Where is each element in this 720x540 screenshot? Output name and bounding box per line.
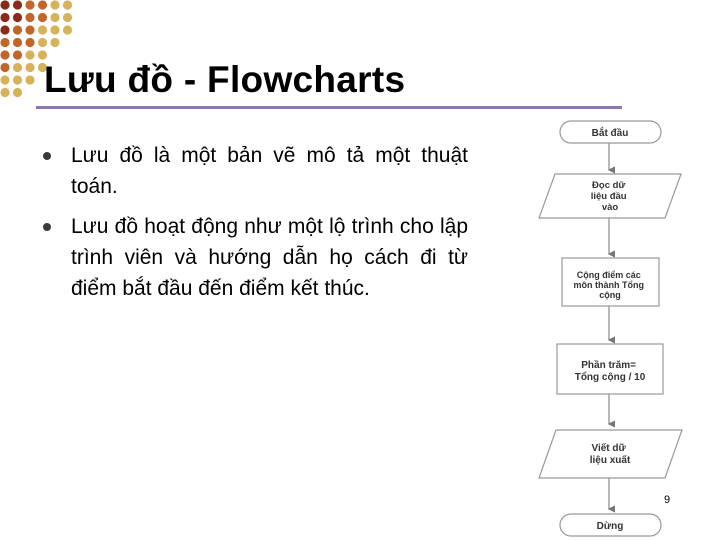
decorative-dot — [50, 0, 59, 9]
flowchart-process-percent-label: Phần trăm= Tổng cộng / 10 — [574, 360, 646, 383]
decorative-dot — [0, 25, 9, 34]
bullet-item — [38, 140, 468, 202]
decorative-dot — [25, 63, 34, 72]
flowchart-output-label: Viết dữ liệu xuất — [589, 443, 631, 466]
bullet-text: Lưu đồ hoạt động như một lộ trình cho lập trình viên và hướng dẫn họ cách đi từ điểm bắt đầu đến điểm kết thúc. — [71, 215, 468, 300]
decorative-dot — [0, 63, 9, 72]
decorative-dot — [13, 50, 22, 59]
title-underline — [36, 106, 622, 109]
decorative-dot — [38, 25, 47, 34]
decorative-dot — [13, 75, 22, 84]
decorative-dot — [38, 0, 47, 9]
decorative-dot — [38, 13, 47, 22]
decorative-dot — [0, 38, 9, 47]
decorative-dot — [50, 38, 59, 47]
decorative-dot — [13, 25, 22, 34]
bullet-item — [38, 211, 468, 304]
decorative-dot — [63, 0, 72, 9]
decorative-dot — [38, 38, 47, 47]
decorative-dot — [13, 38, 22, 47]
decorative-dot — [25, 38, 34, 47]
decorative-dot — [25, 75, 34, 84]
decorative-dot — [13, 0, 22, 9]
flowchart-output-shape — [539, 430, 682, 478]
flowchart-process-sum-label: Cộng điểm các môn thành Tổng cộng — [573, 270, 644, 300]
decorative-dot — [0, 50, 9, 59]
decorative-dot — [25, 0, 34, 9]
bullet-list — [38, 140, 468, 313]
bullet-text: Lưu đồ là một bản vẽ mô tả một thuật toán. — [71, 144, 468, 198]
decorative-dot — [63, 25, 72, 34]
flowchart-start-label: Bắt đầu — [591, 128, 629, 139]
decorative-dot — [0, 0, 9, 9]
bullet-dot-icon — [43, 223, 51, 231]
flowchart-input-label: Đọc dữ liệu đầu vào — [590, 180, 627, 213]
flowchart-diagram — [530, 112, 690, 540]
decorative-dot — [25, 50, 34, 59]
page-number: 9 — [664, 494, 671, 506]
decorative-dot — [50, 25, 59, 34]
decorative-dot — [25, 13, 34, 22]
slide-title: Lưu đồ - Flowcharts — [44, 59, 406, 100]
decorative-dot — [13, 88, 22, 97]
decorative-dot — [63, 13, 72, 22]
decorative-dot — [0, 75, 9, 84]
bullet-dot-icon — [43, 152, 51, 160]
decorative-dot — [50, 13, 59, 22]
flowchart-end-label: Dừng — [596, 521, 624, 532]
decorative-dot — [13, 63, 22, 72]
decorative-dot — [25, 25, 34, 34]
decorative-dot — [0, 13, 9, 22]
decorative-dot — [13, 13, 22, 22]
decorative-dot — [0, 88, 9, 97]
